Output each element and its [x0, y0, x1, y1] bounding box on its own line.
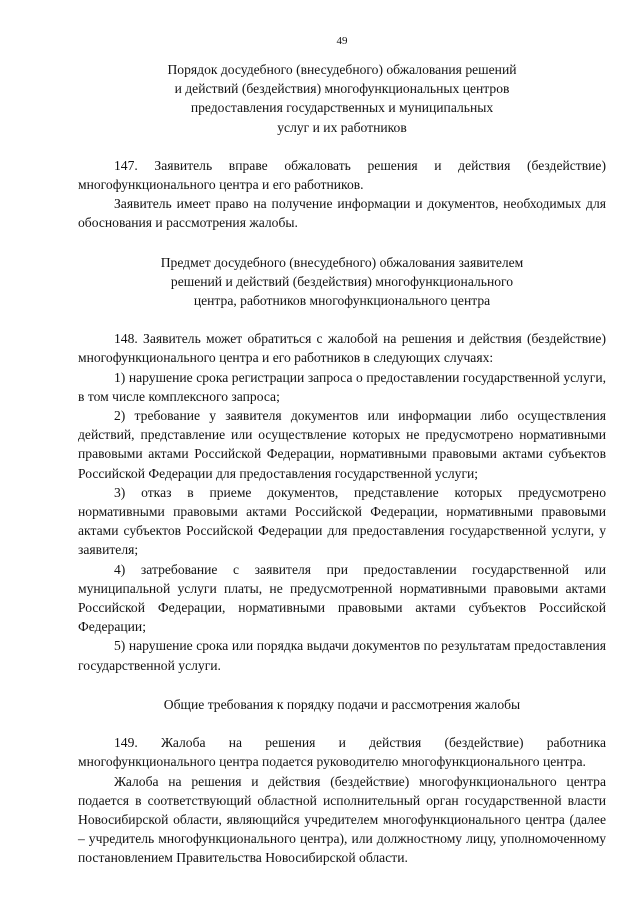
list-item-4: 4) затребование с заявителя при предоставлении государственной или муниципальной услуги платы, не предусмотренной нормативными правовыми актами Российской Федерации, нормативными правовыми актами субъектов Российской Федерации;	[78, 561, 606, 635]
heading-line: Предмет досудебного (внесудебного) обжалования заявителем	[160, 254, 524, 270]
heading-line: Общие требования к порядку подачи и рассмотрения жалобы	[163, 696, 521, 712]
list-item-1: 1) нарушение срока регистрации запроса о предоставлении государственной услуги, в том числе комплексного запроса;	[78, 369, 606, 404]
list-item-3: 3) отказ в приеме документов, представление которых предусмотрено нормативными правовыми актами Российской Федерации, нормативными правовыми актами субъектов Российской Федерации для предоставления государственной услуги, у заявителя;	[78, 484, 606, 558]
heading-line: решений и действий (бездействия) многофункционального	[170, 273, 514, 289]
heading-line: Порядок досудебного (внесудебного) обжалования решений	[167, 62, 517, 77]
paragraph-149-founder-complaint: Жалоба на решения и действия (бездействие) многофункционального центра подается в соответствующий областной исполнительный орган государственной власти Новосибирской области, являющийся учредителем многофункционального центра (далее – учредитель многофункционального центра), или должностному лицу, уполномоченному постановлением Правительства Новосибирской области.	[78, 773, 606, 866]
section-heading-appeal-procedure	[92, 60, 592, 137]
heading-line: услуг и их работников	[277, 119, 407, 135]
section-heading-general-requirements	[92, 695, 592, 714]
paragraph-147: 147. Заявитель вправе обжаловать решения и действия (бездействие) многофункционального центра и его работников.	[78, 157, 606, 193]
heading-line: предоставления государственных и муниципальных	[190, 100, 494, 116]
section-heading-appeal-subject	[92, 253, 592, 311]
document-page	[78, 34, 606, 868]
paragraph-148: 148. Заявитель может обратиться с жалобой на решения и действия (бездействие) многофункционального центра и его работников в следующих случаях:	[78, 331, 606, 366]
paragraph-147-right-to-info: Заявитель имеет право на получение информации и документов, необходимых для обоснования и рассмотрения жалобы.	[78, 196, 606, 231]
page-number: 49	[336, 35, 348, 47]
heading-line: центра, работников многофункционального центра	[193, 293, 491, 309]
paragraph-149: 149. Жалоба на решения и действия (бездействие) работника многофункционального центра подается руководителю многофункционального центра.	[78, 735, 606, 770]
heading-line: и действий (бездействия) многофункциональных центров	[174, 81, 510, 97]
list-item-5: 5) нарушение срока или порядка выдачи документов по результатам предоставления государственной услуги.	[78, 638, 606, 673]
list-item-2: 2) требование у заявителя документов или информации либо осуществления действий, представление или осуществление которых не предусмотрено нормативными правовыми актами Российской Федерации, нормативными правовыми актами субъектов Российской Федерации для предоставления государственной услуги;	[78, 408, 606, 481]
